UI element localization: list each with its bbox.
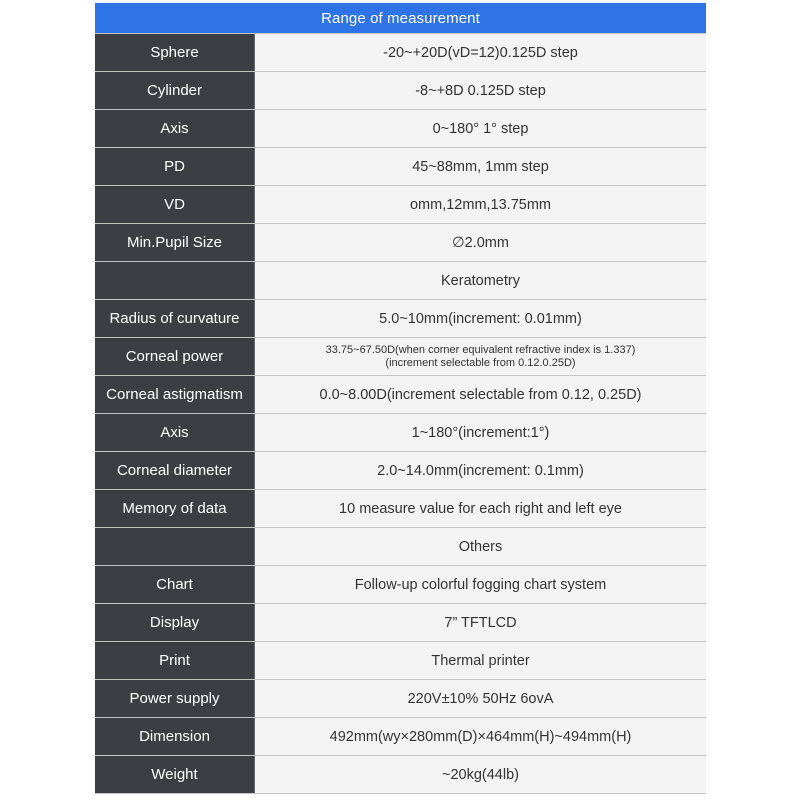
table-row bbox=[95, 148, 706, 186]
row-label: Dimension bbox=[95, 718, 255, 755]
row-value: Follow-up colorful fogging chart system bbox=[255, 566, 706, 603]
row-label: Power supply bbox=[95, 680, 255, 717]
row-label: Display bbox=[95, 604, 255, 641]
row-label: Corneal diameter bbox=[95, 452, 255, 489]
table-row bbox=[95, 718, 706, 756]
section-title: Others bbox=[255, 528, 706, 565]
row-value-line: (increment selectable from 0.12.0.25D) bbox=[385, 356, 576, 369]
row-value: 7” TFTLCD bbox=[255, 604, 706, 641]
row-label: Sphere bbox=[95, 34, 255, 71]
section-row-others bbox=[95, 528, 706, 566]
table-row bbox=[95, 452, 706, 490]
row-value: omm,12mm,13.75mm bbox=[255, 186, 706, 223]
row-value: 0.0~8.00D(increment selectable from 0.12, 0.25D) bbox=[255, 376, 706, 413]
row-label: Axis bbox=[95, 414, 255, 451]
table-body bbox=[95, 33, 706, 794]
table-row bbox=[95, 604, 706, 642]
row-label: Chart bbox=[95, 566, 255, 603]
row-value: -8~+8D 0.125D step bbox=[255, 72, 706, 109]
row-label: Radius of curvature bbox=[95, 300, 255, 337]
row-value: 45~88mm, 1mm step bbox=[255, 148, 706, 185]
row-value: ∅2.0mm bbox=[255, 224, 706, 261]
table-row bbox=[95, 642, 706, 680]
table-row bbox=[95, 224, 706, 262]
row-value: -20~+20D(vD=12)0.125D step bbox=[255, 34, 706, 71]
row-label: Print bbox=[95, 642, 255, 679]
row-value: 492mm(wy×280mm(D)×464mm(H)~494mm(H) bbox=[255, 718, 706, 755]
table-row bbox=[95, 566, 706, 604]
table-row bbox=[95, 376, 706, 414]
row-value: 5.0~10mm(increment: 0.01mm) bbox=[255, 300, 706, 337]
row-value: 1~180°(increment:1°) bbox=[255, 414, 706, 451]
row-label: Weight bbox=[95, 756, 255, 793]
row-label: VD bbox=[95, 186, 255, 223]
spec-table bbox=[95, 3, 706, 794]
row-label: PD bbox=[95, 148, 255, 185]
row-value: 10 measure value for each right and left eye bbox=[255, 490, 706, 527]
row-value: 2.0~14.0mm(increment: 0.1mm) bbox=[255, 452, 706, 489]
row-value: Thermal printer bbox=[255, 642, 706, 679]
table-row bbox=[95, 186, 706, 224]
table-row bbox=[95, 680, 706, 718]
row-label-blank bbox=[95, 528, 255, 565]
table-row bbox=[95, 414, 706, 452]
row-label: Axis bbox=[95, 110, 255, 147]
table-header: Range of measurement bbox=[95, 3, 706, 33]
row-value: 0~180° 1° step bbox=[255, 110, 706, 147]
row-value: 220V±10% 50Hz 6ovA bbox=[255, 680, 706, 717]
row-label: Memory of data bbox=[95, 490, 255, 527]
table-row bbox=[95, 110, 706, 148]
row-label: Corneal astigmatism bbox=[95, 376, 255, 413]
row-label: Min.Pupil Size bbox=[95, 224, 255, 261]
table-row bbox=[95, 33, 706, 72]
table-row bbox=[95, 756, 706, 794]
table-row bbox=[95, 300, 706, 338]
row-value: ~20kg(44lb) bbox=[255, 756, 706, 793]
row-value bbox=[255, 338, 706, 375]
row-value-line: 33.75~67.50D(when corner equivalent refractive index is 1.337) bbox=[325, 343, 636, 356]
table-row bbox=[95, 72, 706, 110]
row-label-blank bbox=[95, 262, 255, 299]
table-row bbox=[95, 490, 706, 528]
section-title: Keratometry bbox=[255, 262, 706, 299]
row-label: Corneal power bbox=[95, 338, 255, 375]
row-label: Cylinder bbox=[95, 72, 255, 109]
table-row bbox=[95, 338, 706, 376]
section-row-keratometry bbox=[95, 262, 706, 300]
